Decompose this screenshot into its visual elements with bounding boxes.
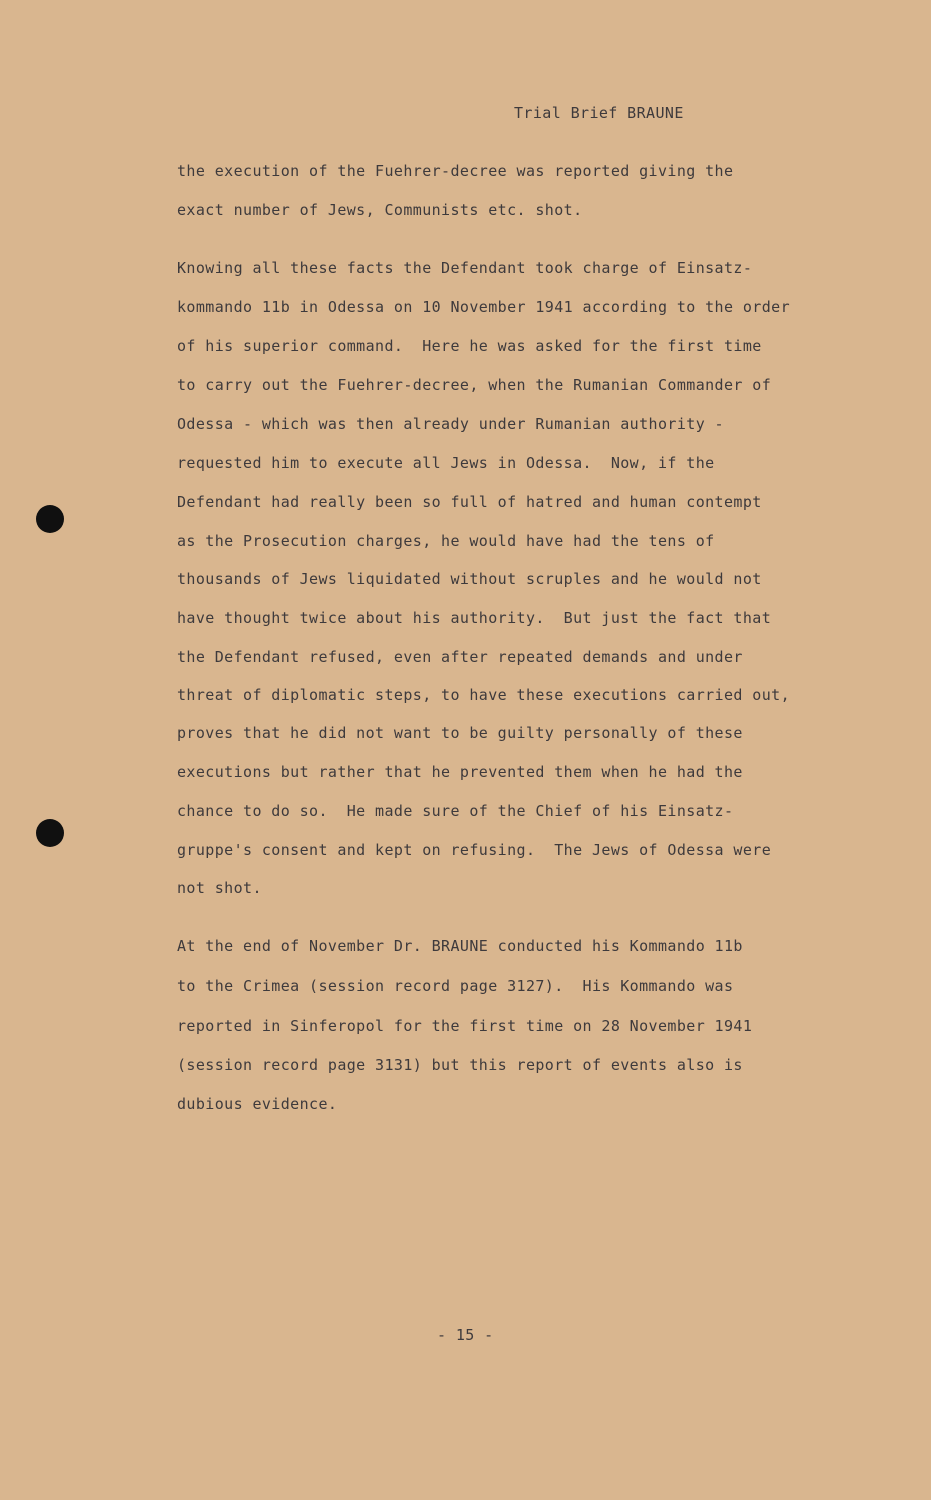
text-line: Odessa - which was then already under Rumanian authority - [177, 415, 724, 433]
text-line: as the Prosecution charges, he would have had the tens of [177, 532, 715, 550]
page-header-title: Trial Brief BRAUNE [514, 104, 684, 122]
text-line: executions but rather that he prevented them when he had the [177, 763, 743, 781]
text-line: to carry out the Fuehrer-decree, when the Rumanian Commander of [177, 376, 772, 394]
text-line: (session record page 3131) but this report of events also is [177, 1056, 743, 1074]
text-line: of his superior command. Here he was asked for the first time [177, 337, 762, 355]
text-line: Defendant had really been so full of hatred and human contempt [177, 493, 762, 511]
page-number: - 15 - [437, 1326, 494, 1344]
text-line: reported in Sinferopol for the first time on 28 November 1941 [177, 1017, 753, 1035]
text-line: thousands of Jews liquidated without scruples and he would not [177, 570, 762, 588]
text-line: threat of diplomatic steps, to have these executions carried out, [177, 686, 790, 704]
text-line: have thought twice about his authority. But just the fact that [177, 609, 772, 627]
text-line: requested him to execute all Jews in Odessa. Now, if the [177, 454, 715, 472]
text-line: the Defendant refused, even after repeated demands and under [177, 648, 743, 666]
text-line: dubious evidence. [177, 1095, 338, 1113]
text-line: not shot. [177, 879, 262, 897]
punch-hole-upper [36, 505, 64, 533]
text-line: chance to do so. He made sure of the Chief of his Einsatz- [177, 802, 734, 820]
text-line: to the Crimea (session record page 3127). His Kommando was [177, 977, 734, 995]
text-line: kommando 11b in Odessa on 10 November 1941 according to the order [177, 298, 790, 316]
text-line: the execution of the Fuehrer-decree was reported giving the [177, 162, 734, 180]
text-line: exact number of Jews, Communists etc. shot. [177, 201, 583, 219]
text-line: At the end of November Dr. BRAUNE conducted his Kommando 11b [177, 937, 743, 955]
text-line: proves that he did not want to be guilty personally of these [177, 724, 743, 742]
text-line: Knowing all these facts the Defendant took charge of Einsatz- [177, 259, 753, 277]
text-line: gruppe's consent and kept on refusing. The Jews of Odessa were [177, 841, 772, 859]
punch-hole-lower [36, 819, 64, 847]
